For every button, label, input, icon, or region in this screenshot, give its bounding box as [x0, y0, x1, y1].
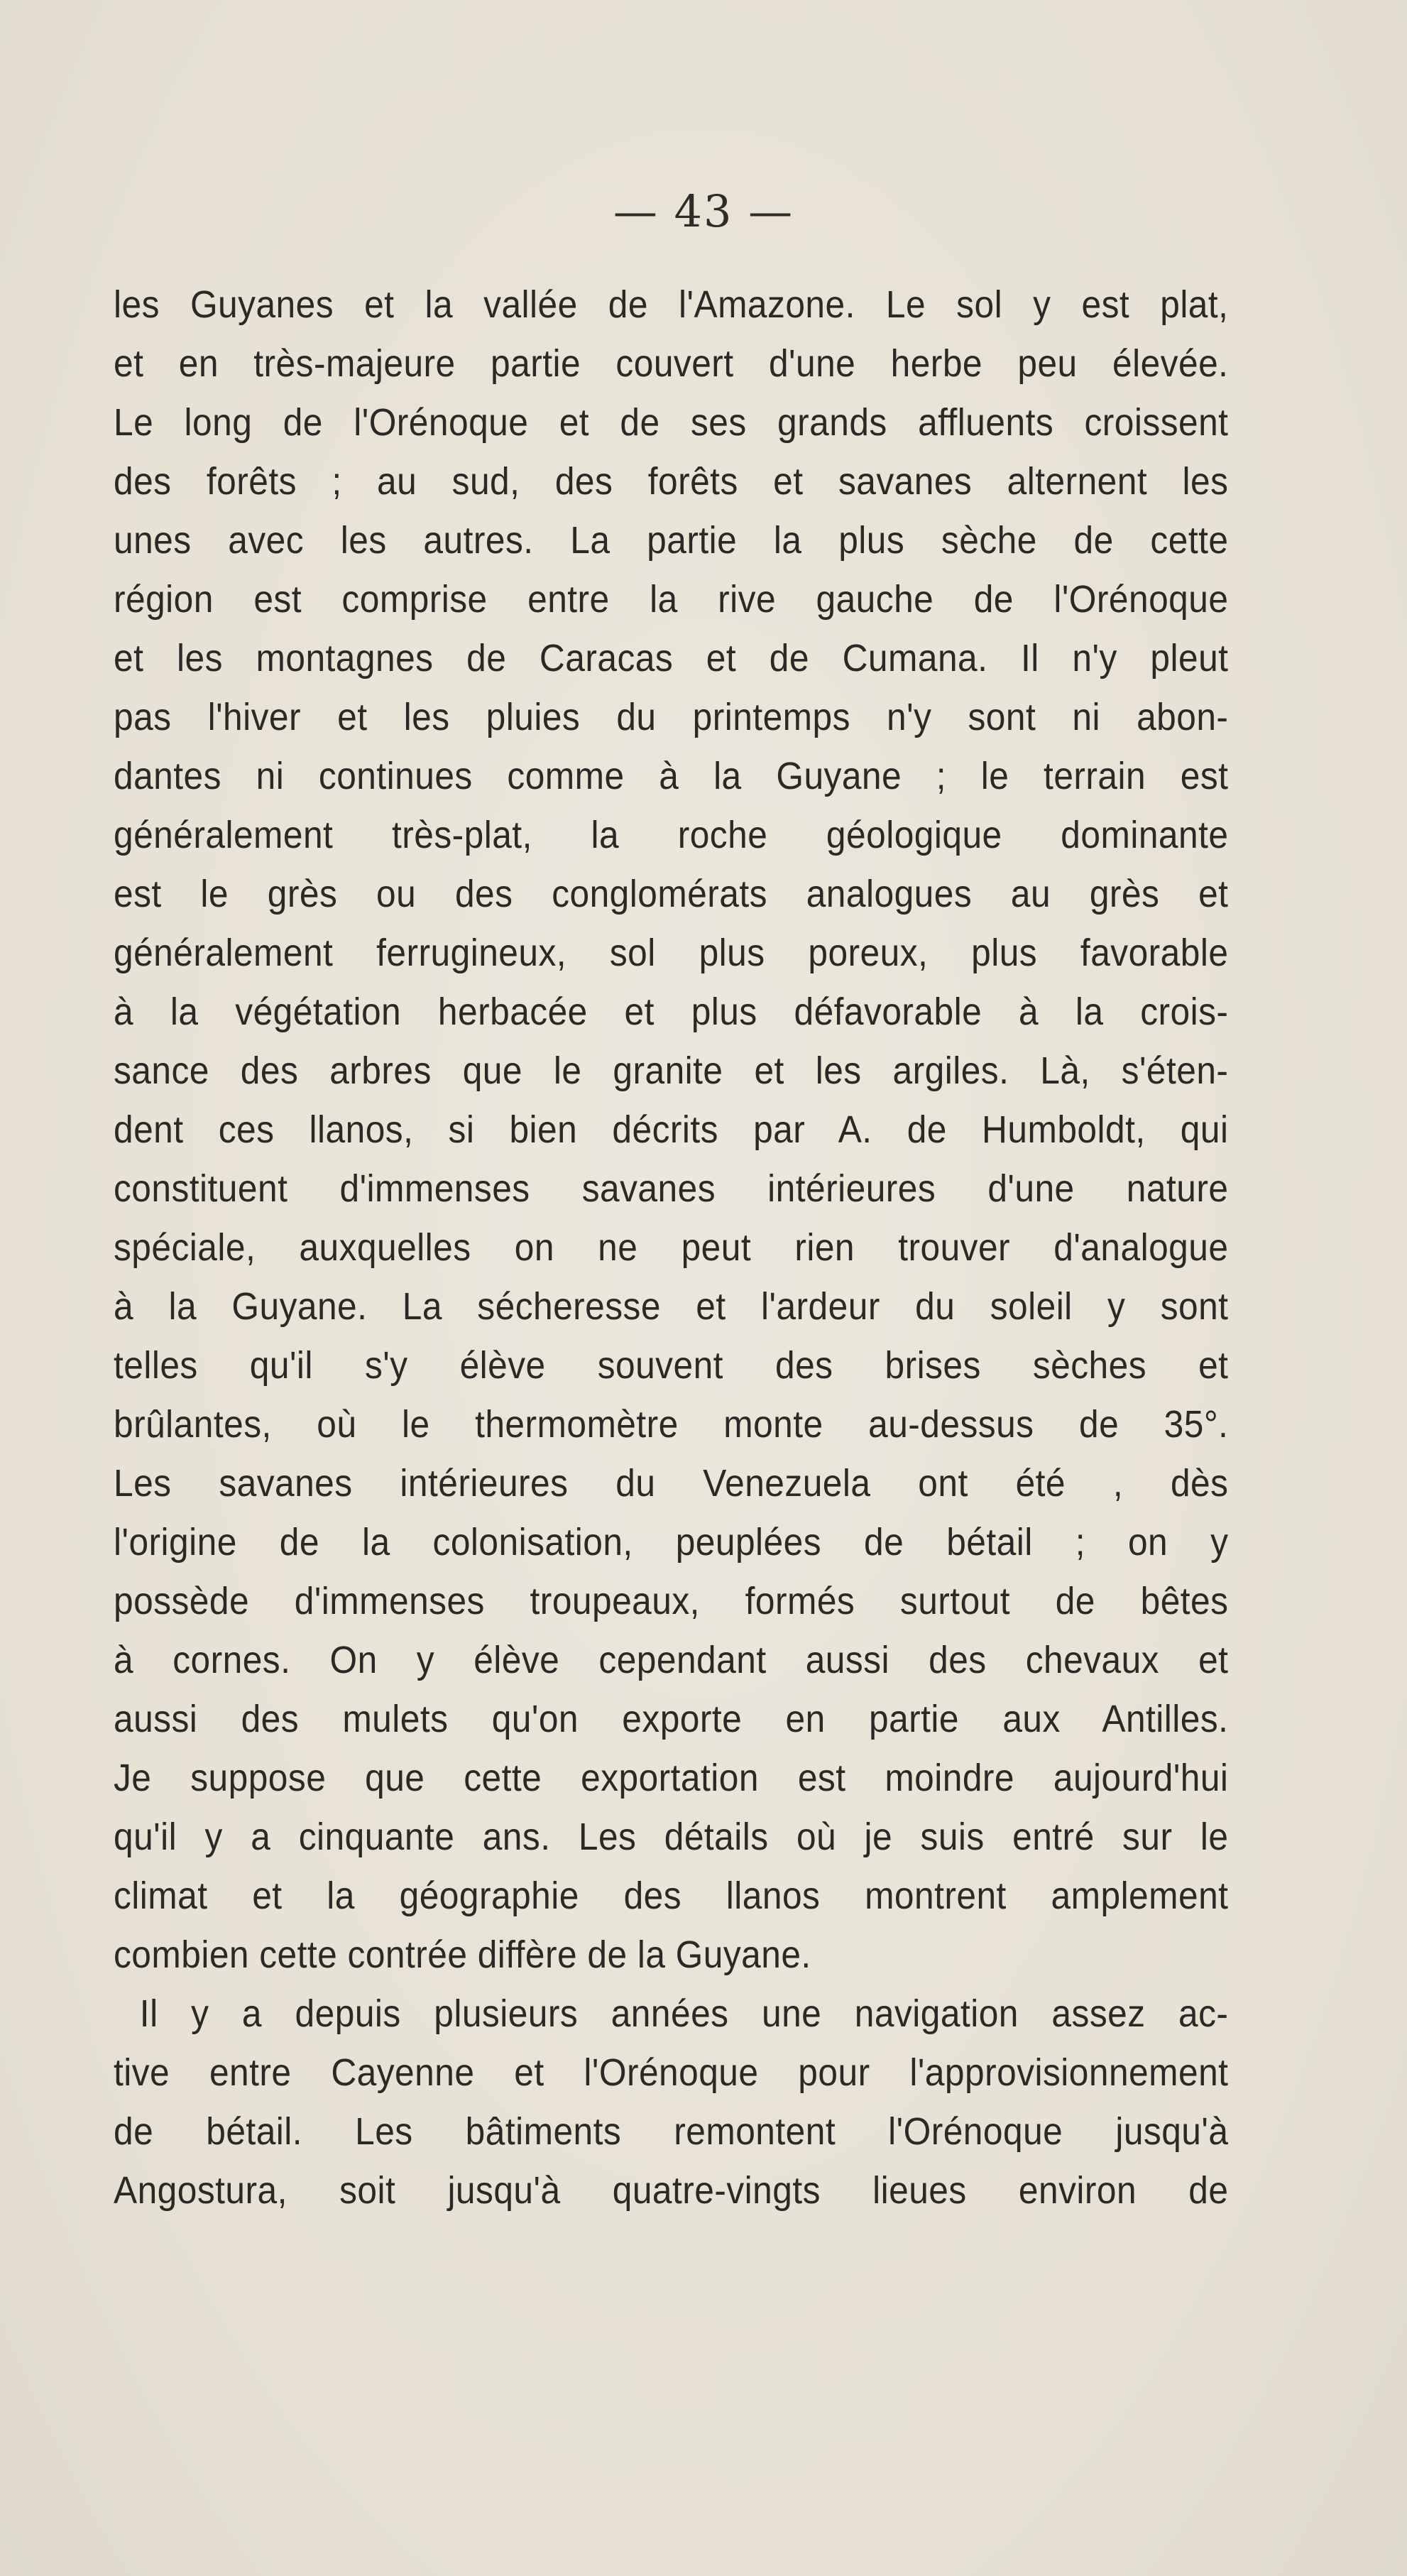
text-line: Le long de l'Orénoque et de ses grands affluents croissent	[114, 401, 1229, 444]
text-line: sance des arbres que le granite et les argiles. Là, s'éten-	[114, 1049, 1229, 1092]
text-line: climat et la géographie des llanos montrent amplement	[114, 1874, 1229, 1917]
text-line: de bétail. Les bâtiments remontent l'Orénoque jusqu'à	[114, 2110, 1229, 2153]
text-line: à cornes. On y élève cependant aussi des chevaux et	[114, 1639, 1229, 1681]
text-line: et les montagnes de Caracas et de Cumana. Il n'y pleut	[114, 637, 1229, 680]
body-text	[114, 275, 1228, 2220]
text-line: Angostura, soit jusqu'à quatre-vingts lieues environ de	[114, 2169, 1229, 2212]
text-line: dantes ni continues comme à la Guyane ; le terrain est	[114, 755, 1229, 797]
text-line: à la Guyane. La sécheresse et l'ardeur du soleil y sont	[114, 1285, 1229, 1328]
text-line: spéciale, auxquelles on ne peut rien trouver d'analogue	[114, 1226, 1229, 1269]
text-line: unes avec les autres. La partie la plus sèche de cette	[114, 519, 1229, 562]
text-line: Je suppose que cette exportation est moindre aujourd'hui	[114, 1757, 1229, 1799]
text-line: généralement très-plat, la roche géologique dominante	[114, 814, 1229, 856]
text-line: et en très-majeure partie couvert d'une herbe peu élevée.	[114, 342, 1229, 385]
text-line: qu'il y a cinquante ans. Les détails où je suis entré sur le	[114, 1816, 1229, 1858]
text-line: des forêts ; au sud, des forêts et savanes alternent les	[114, 460, 1229, 503]
text-line: constituent d'immenses savanes intérieures d'une nature	[114, 1167, 1229, 1210]
text-line: généralement ferrugineux, sol plus poreux, plus favorable	[114, 932, 1229, 974]
text-line: pas l'hiver et les pluies du printemps n'y sont ni abon-	[114, 696, 1229, 738]
text-line: possède d'immenses troupeaux, formés surtout de bêtes	[114, 1580, 1229, 1622]
text-line: à la végétation herbacée et plus défavorable à la crois-	[114, 990, 1229, 1033]
text-line: les Guyanes et la vallée de l'Amazone. Le sol y est plat,	[114, 283, 1229, 326]
text-line: région est comprise entre la rive gauche de l'Orénoque	[114, 578, 1229, 621]
text-line: tive entre Cayenne et l'Orénoque pour l'approvisionnement	[114, 2051, 1229, 2094]
text-line: combien cette contrée diffère de la Guyane.	[114, 1933, 811, 1976]
text-line: l'origine de la colonisation, peuplées de bétail ; on y	[114, 1521, 1229, 1563]
text-line: est le grès ou des conglomérats analogues au grès et	[114, 873, 1229, 915]
text-line: brûlantes, où le thermomètre monte au-dessus de 35°.	[114, 1403, 1229, 1446]
text-line: Les savanes intérieures du Venezuela ont été , dès	[114, 1462, 1229, 1505]
page-number: — 43 —	[613, 185, 794, 237]
text-line: telles qu'il s'y élève souvent des brises sèches et	[114, 1344, 1229, 1387]
text-line: aussi des mulets qu'on exporte en partie aux Antilles.	[114, 1698, 1229, 1740]
text-line: Il y a depuis plusieurs années une navigation assez ac-	[139, 1992, 1229, 2035]
text-line: dent ces llanos, si bien décrits par A. de Humboldt, qui	[114, 1108, 1229, 1151]
